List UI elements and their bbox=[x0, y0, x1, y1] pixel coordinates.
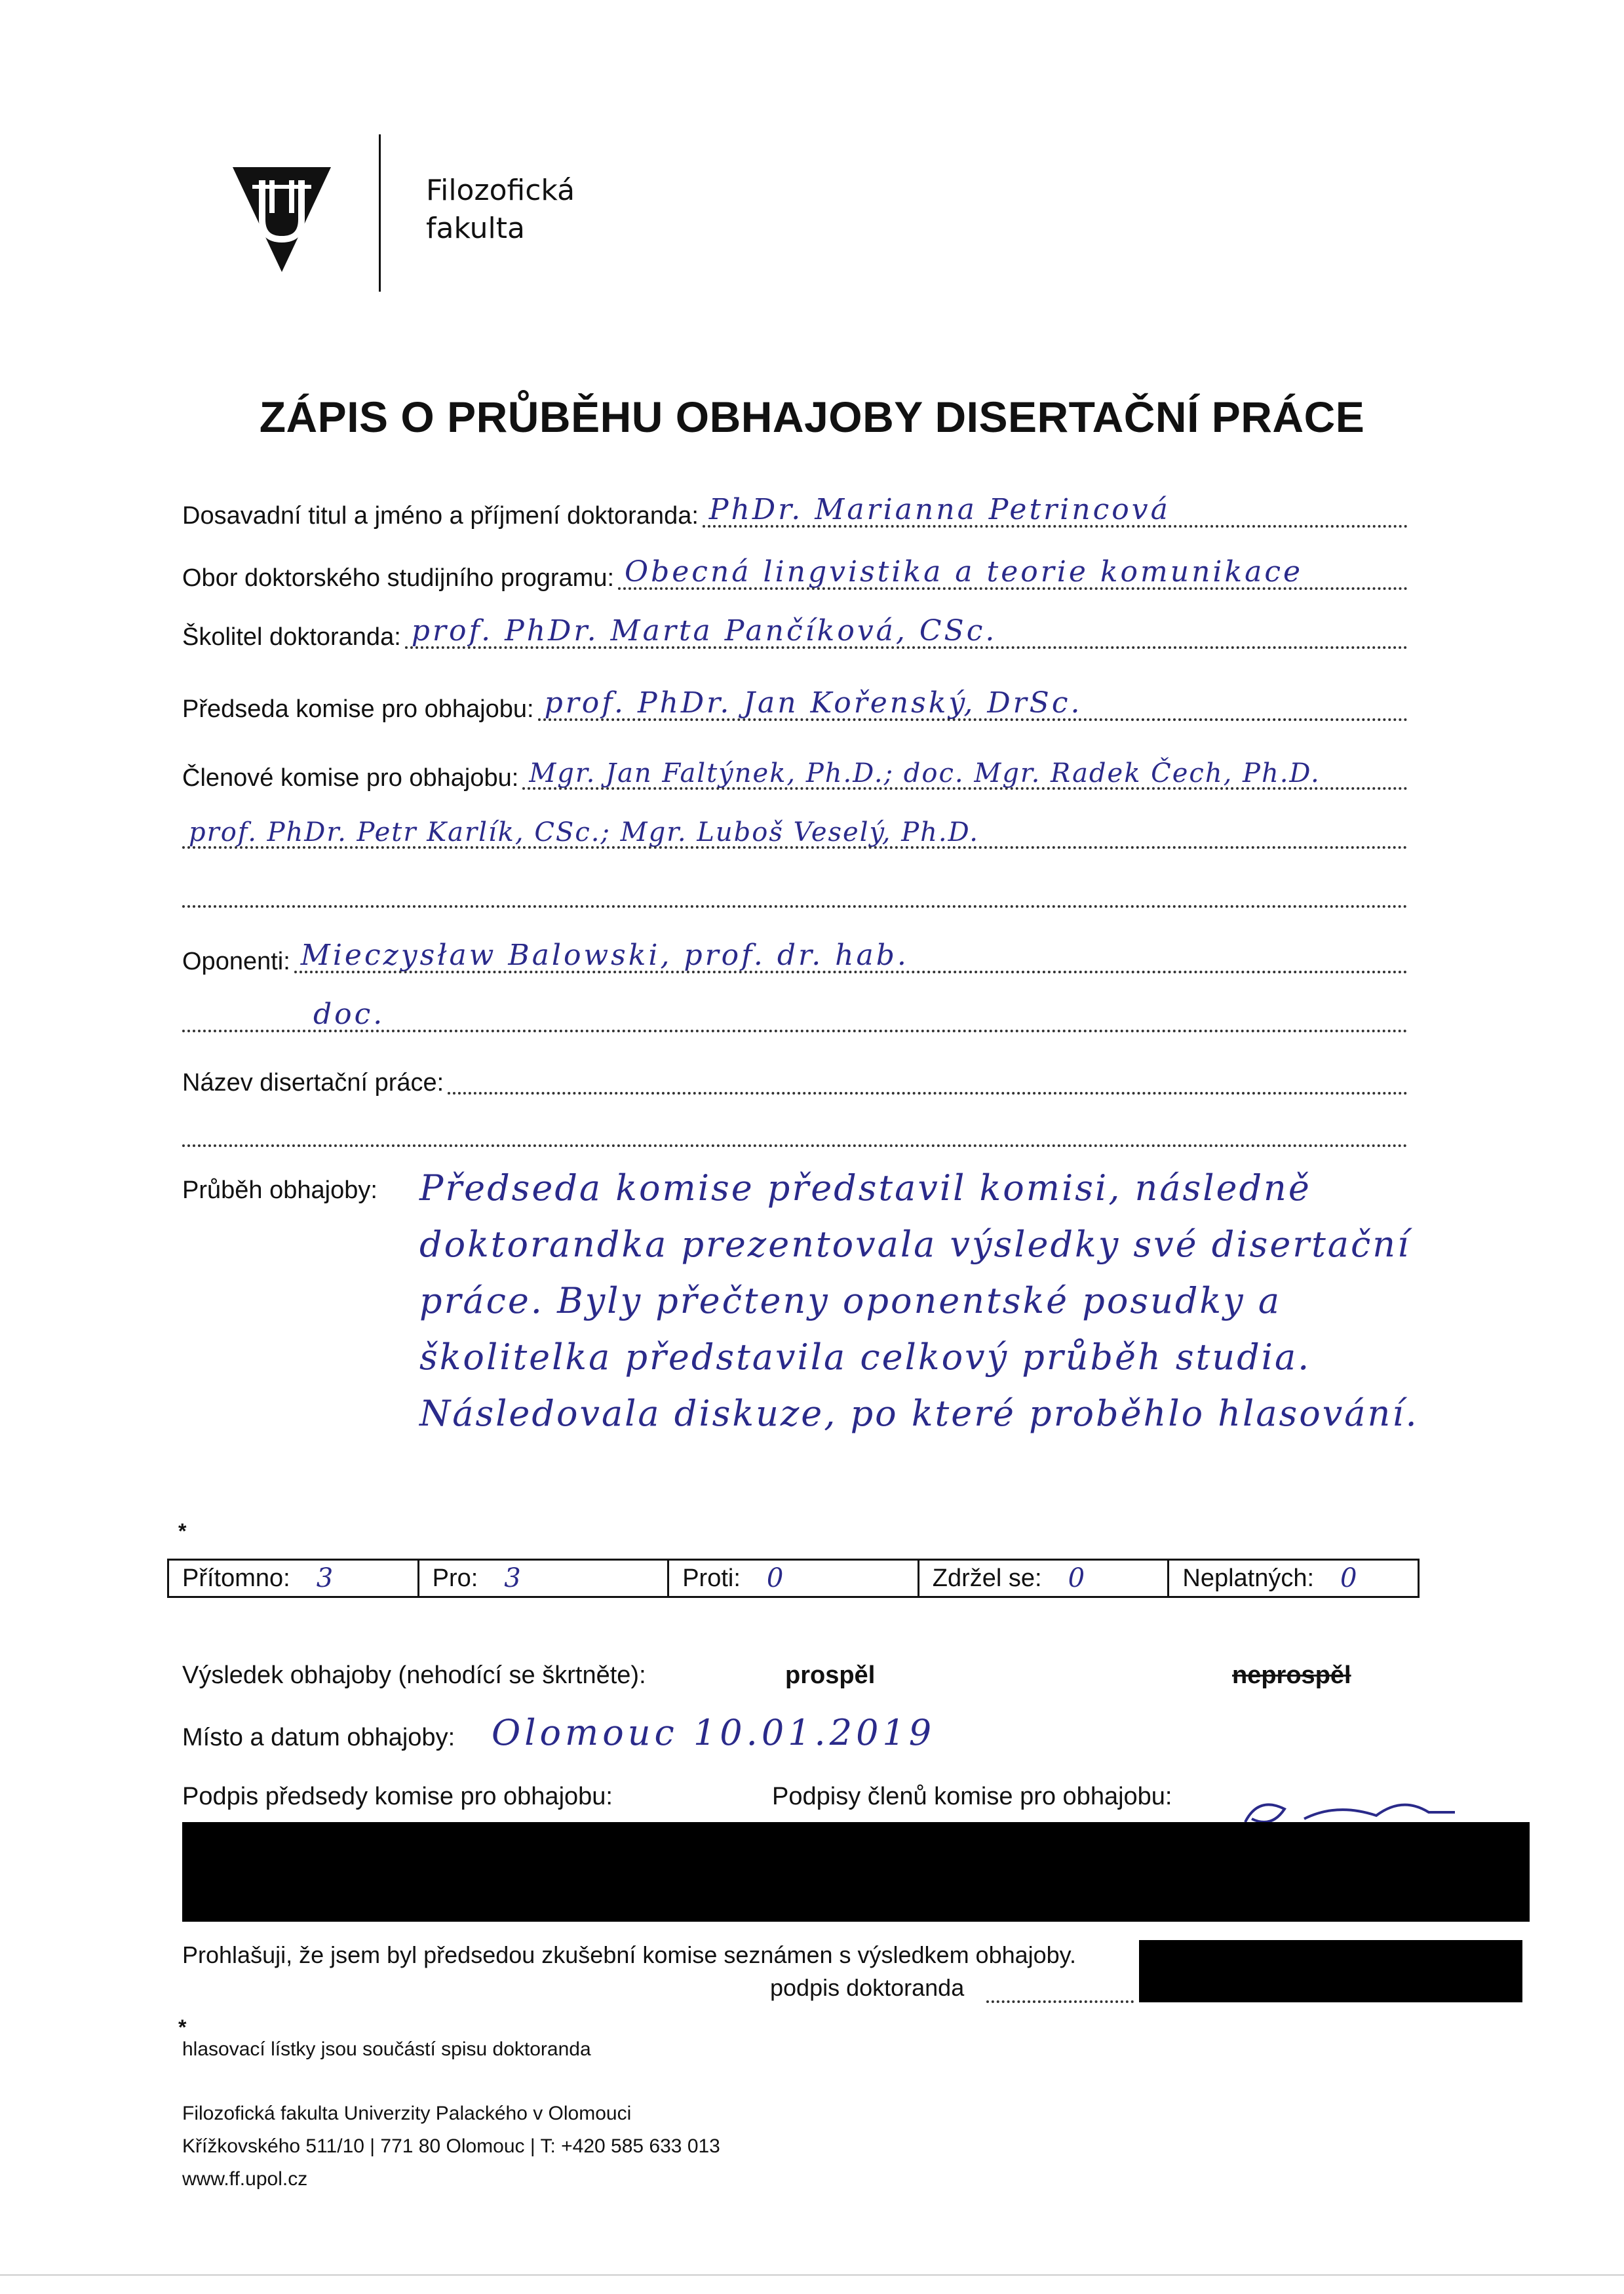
page-title: ZÁPIS O PRŮBĚHU OBHAJOBY DISERTAČNÍ PRÁCE bbox=[259, 393, 1365, 441]
bottom-rule bbox=[0, 2274, 1624, 2276]
members-field[interactable] bbox=[522, 750, 1408, 796]
faculty-line1: Filozofická bbox=[426, 174, 575, 207]
members-label: Členové komise pro obhajobu: bbox=[182, 764, 519, 792]
progress-label: Průběh obhajoby: bbox=[182, 1176, 377, 1204]
members-signature-label: Podpisy členů komise pro obhajobu: bbox=[772, 1783, 1172, 1810]
footer-line1: Filozofická fakulta Univerzity Palackého v Olomouci bbox=[182, 2103, 632, 2124]
vote-present-label: Přítomno: bbox=[182, 1564, 290, 1592]
candidate-field[interactable] bbox=[703, 488, 1408, 534]
vote-for[interactable] bbox=[419, 1561, 670, 1596]
supervisor-field[interactable] bbox=[405, 610, 1408, 655]
vote-present-value: 3 bbox=[316, 1563, 334, 1593]
vote-against-value: 0 bbox=[766, 1563, 784, 1593]
faculty-name bbox=[426, 172, 575, 248]
result-failed[interactable]: neprospěl bbox=[1232, 1662, 1351, 1689]
faculty-line2: fakulta bbox=[426, 212, 525, 245]
candidate-label: Dosavadní titul a jméno a příjmení doktoranda: bbox=[182, 502, 699, 530]
upol-shield-icon bbox=[233, 167, 331, 272]
vote-abstained-value: 0 bbox=[1068, 1563, 1085, 1593]
header-divider bbox=[379, 134, 381, 292]
program-label: Obor doktorského studijního programu: bbox=[182, 564, 615, 592]
opponents-row-2 bbox=[182, 993, 1408, 1039]
vote-for-label: Pro: bbox=[432, 1564, 478, 1592]
thesis-title-field[interactable] bbox=[448, 1055, 1408, 1101]
vote-invalid-value: 0 bbox=[1340, 1563, 1357, 1593]
thesis-title-field-2[interactable] bbox=[182, 1108, 1408, 1154]
redacted-student-signature bbox=[1139, 1940, 1522, 2002]
place-date-value[interactable]: Olomouc 10.01.2019 bbox=[492, 1712, 936, 1753]
chair-signature-label: Podpis předsedy komise pro obhajobu: bbox=[182, 1783, 613, 1810]
members-row-3 bbox=[182, 868, 1408, 914]
supervisor-value: prof. PhDr. Marta Pančíková, CSc. bbox=[411, 614, 997, 648]
opponents-field[interactable] bbox=[294, 934, 1408, 980]
opponents-value: Mieczysław Balowski, prof. dr. hab. bbox=[300, 939, 909, 972]
vote-table bbox=[167, 1559, 1420, 1598]
members-field-2[interactable] bbox=[182, 809, 1408, 855]
opponents-row bbox=[182, 934, 1408, 980]
members-row bbox=[182, 750, 1408, 796]
members-field-3[interactable] bbox=[182, 868, 1408, 914]
chair-label: Předseda komise pro obhajobu: bbox=[182, 695, 534, 723]
candidate-row bbox=[182, 488, 1408, 534]
candidate-value: PhDr. Marianna Petrincová bbox=[708, 493, 1170, 526]
program-field[interactable] bbox=[618, 551, 1408, 596]
footer-website-link[interactable]: www.ff.upol.cz bbox=[182, 2168, 308, 2190]
vote-against-label: Proti: bbox=[682, 1564, 741, 1592]
members-value: Mgr. Jan Faltýnek, Ph.D.; doc. Mgr. Radek Čech, Ph.D. bbox=[529, 758, 1321, 788]
place-date-label: Místo a datum obhajoby: bbox=[182, 1724, 455, 1751]
progress-text[interactable]: Předseda komise představil komisi, následně doktorandka prezentovala výsledky své disertační práce. Byly přečteny oponentské posudky a školitelka představila celkový průběh studia. Následovala diskuze, po které proběhlo hlasování. bbox=[419, 1167, 1419, 1434]
vote-invalid-label: Neplatných: bbox=[1182, 1564, 1315, 1592]
chair-value: prof. PhDr. Jan Kořenský, DrSc. bbox=[544, 686, 1083, 720]
note-star: * bbox=[178, 2015, 187, 2039]
supervisor-row bbox=[182, 610, 1408, 655]
vote-invalid[interactable] bbox=[1169, 1561, 1418, 1596]
declaration-text: Prohlašuji, že jsem byl předsedou zkušební komise seznámen s výsledkem obhajoby. bbox=[182, 1941, 1077, 1968]
thesis-title-row bbox=[182, 1055, 1408, 1101]
members-value-2: prof. PhDr. Petr Karlík, CSc.; Mgr. Luboš Veselý, Ph.D. bbox=[189, 817, 979, 847]
vote-present[interactable] bbox=[169, 1561, 419, 1596]
footer-line2: Křížkovského 511/10 | 771 80 Olomouc | T: +420 585 633 013 bbox=[182, 2135, 720, 2157]
ballot-note: hlasovací lístky jsou součástí spisu doktoranda bbox=[182, 2038, 591, 2060]
opponents-value-2: doc. bbox=[313, 998, 385, 1031]
program-value: Obecná lingvistika a teorie komunikace bbox=[625, 555, 1304, 589]
footer bbox=[182, 2097, 720, 2196]
chair-row bbox=[182, 682, 1408, 728]
student-signature-label: podpis doktoranda bbox=[770, 1974, 965, 2001]
opponents-label: Oponenti: bbox=[182, 948, 290, 975]
opponents-field-2[interactable] bbox=[182, 993, 1408, 1039]
thesis-title-row-2 bbox=[182, 1108, 1408, 1154]
vote-against[interactable] bbox=[669, 1561, 919, 1596]
result-passed[interactable]: prospěl bbox=[785, 1662, 876, 1689]
members-row-2 bbox=[182, 809, 1408, 855]
vote-for-value: 3 bbox=[504, 1563, 521, 1593]
student-signature-field[interactable] bbox=[986, 1974, 1134, 2003]
chair-field[interactable] bbox=[538, 682, 1408, 728]
redacted-signatures bbox=[182, 1822, 1530, 1922]
votes-star: * bbox=[178, 1519, 187, 1543]
thesis-title-label: Název disertační práce: bbox=[182, 1069, 444, 1097]
vote-abstained-label: Zdržel se: bbox=[932, 1564, 1042, 1592]
program-row bbox=[182, 551, 1408, 596]
supervisor-label: Školitel doktoranda: bbox=[182, 623, 401, 651]
vote-abstained[interactable] bbox=[919, 1561, 1170, 1596]
result-label: Výsledek obhajoby (nehodící se škrtněte): bbox=[182, 1662, 646, 1689]
